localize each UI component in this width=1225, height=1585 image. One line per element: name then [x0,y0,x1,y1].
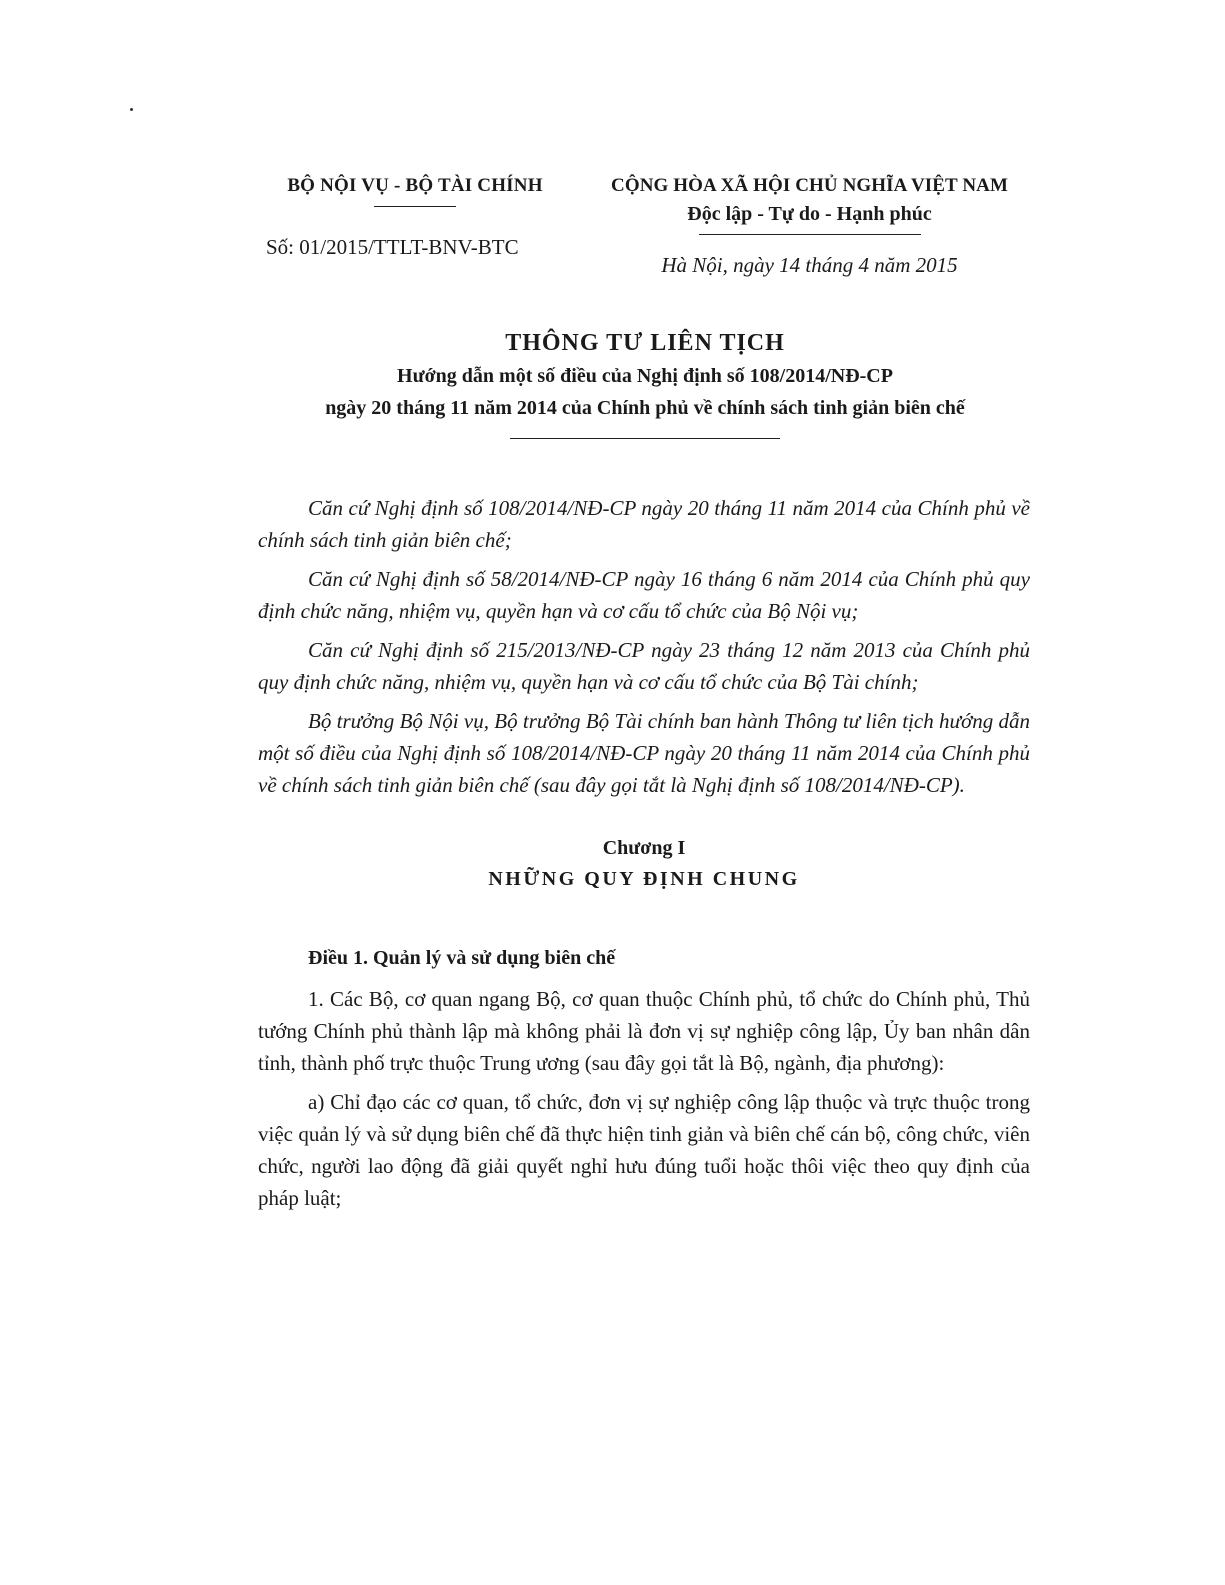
document-title-block [240,326,1050,439]
scan-speck [130,108,133,111]
title-underline [510,438,780,439]
document-subtitle-line-2: ngày 20 tháng 11 năm 2014 của Chính phủ về chính sách tinh giản biên chế [325,397,965,419]
document-number: Số: 01/2015/TTLT-BNV-BTC [266,235,519,259]
agency-underline [374,206,456,207]
national-motto: Độc lập - Tự do - Hạnh phúc [687,203,932,225]
preamble-paragraph: Căn cứ Nghị định số 58/2014/NĐ-CP ngày 16 tháng 6 năm 2014 của Chính phủ quy định chức năng, nhiệm vụ, quyền hạn và cơ cấu tổ chức của Bộ Nội vụ; [258,567,1030,623]
preamble-paragraph: Bộ trưởng Bộ Nội vụ, Bộ trưởng Bộ Tài chính ban hành Thông tư liên tịch hướng dẫn một số điều của Nghị định số 108/2014/NĐ-CP ngày 20 tháng 11 năm 2014 của Chính phủ về chính sách tinh giản biên chế (sau đây gọi tắt là Nghị định số 108/2014/NĐ-CP). [258,709,1030,797]
preamble-paragraph: Căn cứ Nghị định số 108/2014/NĐ-CP ngày 20 tháng 11 năm 2014 của Chính phủ về chính sách tinh giản biên chế; [258,496,1030,552]
document-body [258,492,1030,1221]
preamble-paragraph: Căn cứ Nghị định số 215/2013/NĐ-CP ngày 23 tháng 12 năm 2013 của Chính phủ quy định chức năng, nhiệm vụ, quyền hạn và cơ cấu tổ chức của Bộ Tài chính; [258,638,1030,694]
motto-underline [699,234,921,235]
national-title: CỘNG HÒA XÃ HỘI CHỦ NGHĨA VIỆT NAM [611,175,1008,196]
header-left [262,172,568,261]
place-and-date: Hà Nội, ngày 14 tháng 4 năm 2015 [661,253,958,277]
article-paragraph: 1. Các Bộ, cơ quan ngang Bộ, cơ quan thuộc Chính phủ, tổ chức do Chính phủ, Thủ tướng Chính phủ thành lập mà không phải là đơn vị sự nghiệp công lập, Ủy ban nhân dân tỉnh, thành phố trực thuộc Trung ương (sau đây gọi tắt là Bộ, ngành, địa phương): [258,987,1030,1075]
header-right [582,172,1037,279]
article-heading: Điều 1. Quản lý và sử dụng biên chế [308,947,616,969]
document-type: THÔNG TƯ LIÊN TỊCH [505,330,785,356]
article-paragraph: a) Chỉ đạo các cơ quan, tổ chức, đơn vị sự nghiệp công lập thuộc và trực thuộc trong việc quản lý và sử dụng biên chế đã thực hiện tinh giản và biên chế cán bộ, công chức, viên chức, người lao động đã giải quyết nghỉ hưu đúng tuổi hoặc thôi việc theo quy định của pháp luật; [258,1090,1030,1210]
chapter-number: Chương I [602,837,686,859]
chapter-heading [258,833,1030,895]
agency-name: BỘ NỘI VỤ - BỘ TÀI CHÍNH [287,175,543,196]
document-subtitle-line-1: Hướng dẫn một số điều của Nghị định số 108/2014/NĐ-CP [397,365,893,387]
chapter-title: NHỮNG QUY ĐỊNH CHUNG [488,868,800,890]
